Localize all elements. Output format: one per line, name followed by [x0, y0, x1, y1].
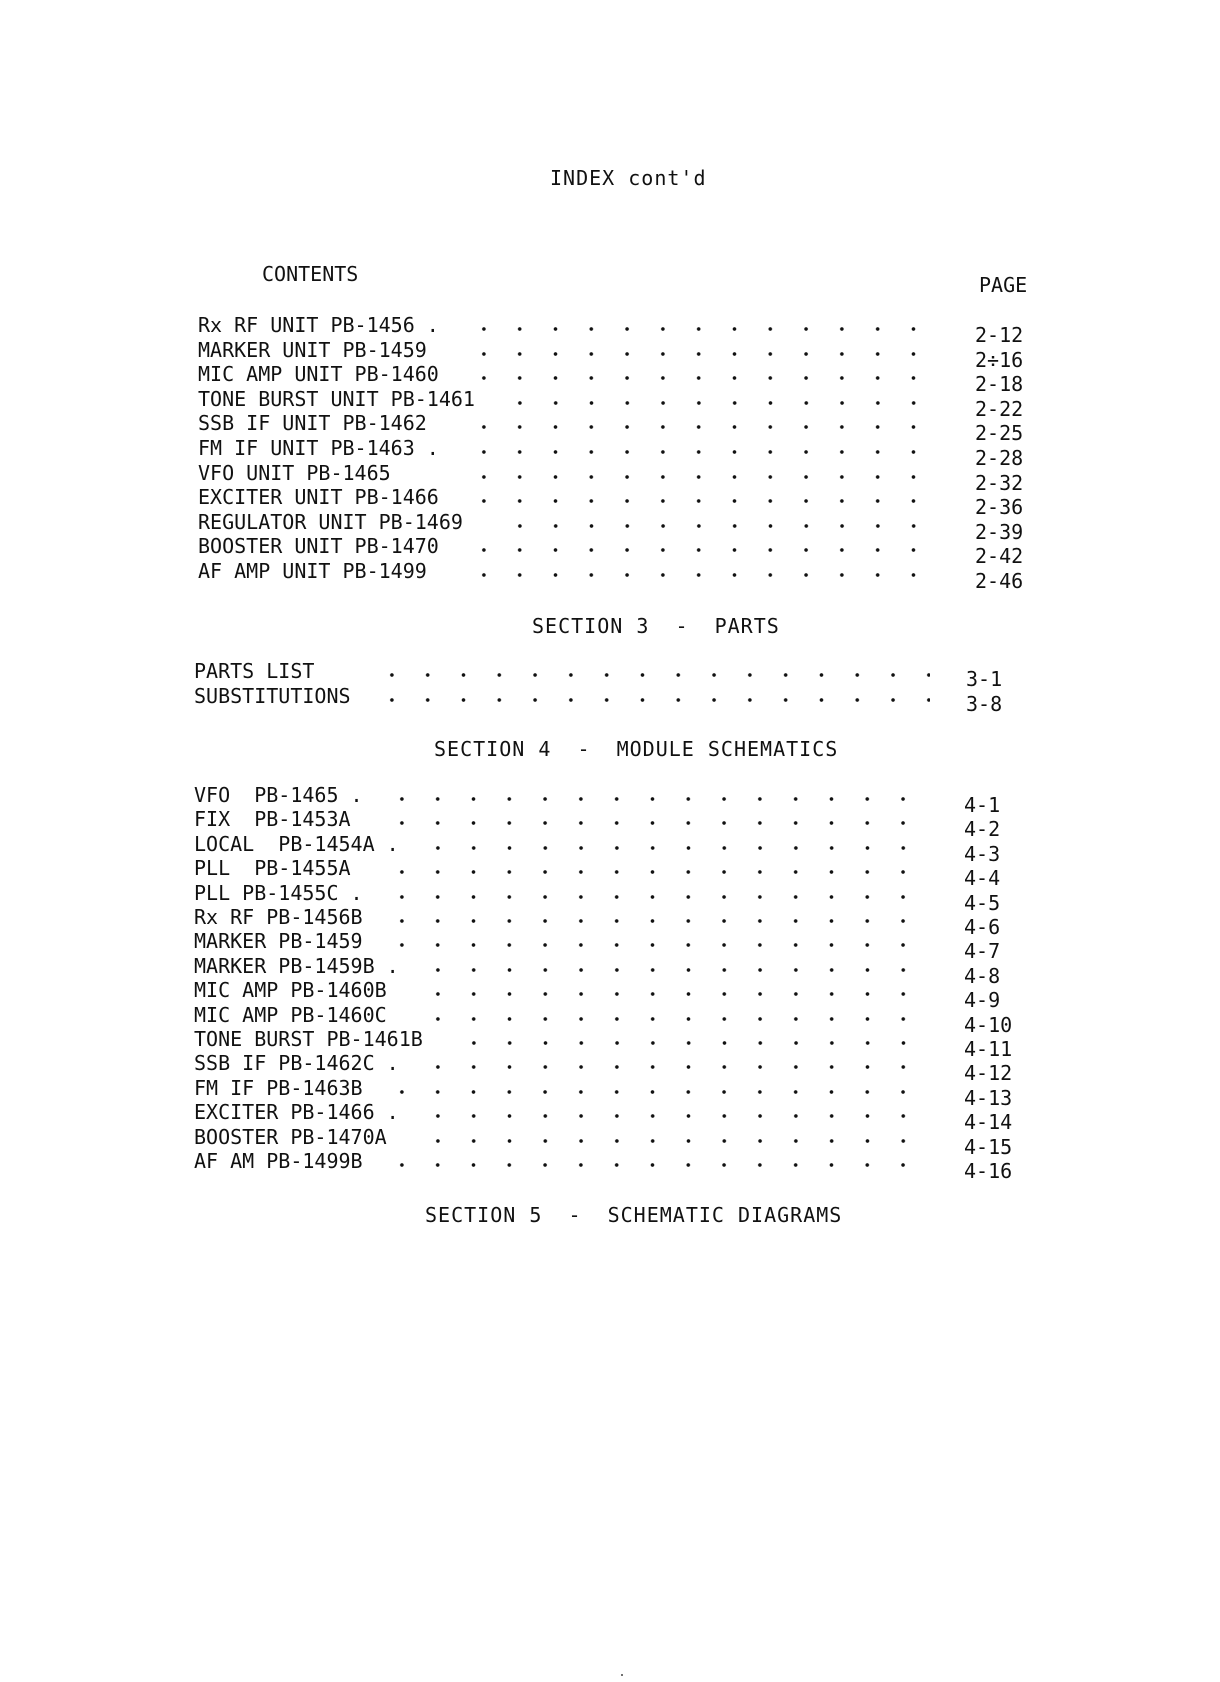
dot-leader	[502, 401, 935, 405]
toc-entry	[198, 411, 1055, 446]
toc-entry-label: BOOSTER UNIT PB-1470	[198, 534, 439, 559]
toc-entry	[194, 1075, 1048, 1110]
dot-leader	[420, 1114, 928, 1118]
toc-entry-label: VFO UNIT PB-1465	[198, 460, 391, 485]
section-4-heading: SECTION 4 - MODULE SCHEMATICS	[434, 737, 839, 761]
dot-leader	[374, 673, 930, 677]
toc-entry	[194, 1100, 1048, 1135]
dot-leader	[420, 1017, 928, 1021]
toc-entry-page: 2-42	[975, 544, 1024, 569]
dot-leader	[384, 919, 928, 923]
toc-entry-label: PARTS LIST	[194, 659, 315, 683]
toc-entry-label: FIX PB-1453A	[194, 807, 351, 832]
toc-entry-label: FM IF PB-1463B	[194, 1075, 363, 1100]
toc-entry-label: REGULATOR UNIT PB-1469	[198, 509, 463, 534]
dot-leader	[374, 698, 930, 702]
toc-entry	[198, 386, 1055, 421]
dot-leader	[384, 797, 928, 801]
toc-entry	[198, 534, 1055, 569]
toc-entry	[194, 1124, 1048, 1159]
toc-entry-label: PLL PB-1455A	[194, 856, 351, 881]
dot-leader	[420, 1065, 928, 1069]
toc-entry	[198, 485, 1055, 520]
toc-entry-page: 4-11	[964, 1037, 1013, 1061]
toc-entry	[194, 1149, 1048, 1183]
dot-leader	[466, 450, 935, 454]
toc-entry-label: FM IF UNIT PB-1463 .	[198, 436, 439, 460]
toc-entry-label: VFO PB-1465 .	[194, 783, 363, 807]
dot-leader	[420, 992, 928, 996]
page-column-header: PAGE	[979, 273, 1028, 297]
dot-leader	[384, 870, 928, 874]
toc-entry-page: 2-25	[975, 421, 1024, 446]
toc-entry	[194, 880, 1048, 915]
toc-entry-label: Rx RF UNIT PB-1456 .	[198, 313, 439, 337]
toc-entry-page: 4-9	[964, 988, 1001, 1013]
toc-entry-page: 2-32	[975, 470, 1024, 495]
toc-entry-label: MIC AMP UNIT PB-1460	[198, 362, 439, 387]
toc-entry-label: EXCITER PB-1466 .	[194, 1100, 399, 1125]
toc-entry-page: 2-39	[975, 519, 1024, 544]
toc-entry-page: 2÷16	[975, 347, 1024, 372]
toc-entry-label: TONE BURST PB-1461B	[194, 1027, 423, 1051]
toc-entry-label: AF AM PB-1499B	[194, 1149, 363, 1173]
dot-leader	[420, 1139, 928, 1143]
page-title: INDEX cont'd	[550, 166, 707, 190]
toc-entry-label: MIC AMP PB-1460B	[194, 978, 387, 1003]
dot-leader	[466, 425, 935, 429]
dot-leader	[384, 1163, 928, 1167]
toc-entry	[198, 559, 1055, 593]
toc-entry-label: MARKER UNIT PB-1459	[198, 337, 427, 362]
toc-entry-page: 3-8	[966, 691, 1003, 716]
toc-entry	[194, 929, 1048, 964]
toc-entry-page: 4-13	[964, 1085, 1013, 1110]
toc-entry-label: MIC AMP PB-1460C	[194, 1002, 387, 1027]
toc-entry	[198, 362, 1055, 397]
toc-entry-label: EXCITER UNIT PB-1466	[198, 485, 439, 510]
toc-entry-page: 4-10	[964, 1012, 1013, 1037]
toc-entry-page: 4-15	[964, 1134, 1013, 1159]
dot-leader	[466, 475, 935, 479]
toc-entry-label: PLL PB-1455C .	[194, 880, 363, 905]
toc-entry-page: 2-18	[975, 372, 1024, 397]
dot-leader	[502, 524, 935, 528]
toc-entry	[198, 337, 1055, 372]
toc-entry	[194, 905, 1048, 939]
dot-leader	[384, 895, 928, 899]
toc-entry	[198, 313, 1055, 347]
toc-entry	[194, 683, 1050, 716]
toc-entry	[194, 659, 1050, 691]
toc-entry-page: 2-36	[975, 495, 1024, 520]
toc-entry-page: 2-12	[975, 323, 1024, 347]
dot-leader	[466, 352, 935, 356]
toc-entry-page: 4-6	[964, 915, 1001, 939]
dot-leader	[466, 548, 935, 552]
dot-leader	[466, 327, 935, 331]
toc-entry-label: Rx RF PB-1456B	[194, 905, 363, 929]
dot-leader	[466, 573, 935, 577]
toc-entry-page: 4-12	[964, 1061, 1013, 1086]
toc-entry-label: SSB IF UNIT PB-1462	[198, 411, 427, 436]
dot-leader	[456, 1041, 928, 1045]
dot-leader	[384, 943, 928, 947]
toc-entry-page: 2-22	[975, 396, 1024, 421]
toc-entry-label: BOOSTER PB-1470A	[194, 1124, 387, 1149]
toc-entry	[198, 436, 1055, 470]
dot-leader	[384, 1090, 928, 1094]
toc-entry-label: MARKER PB-1459B .	[194, 953, 399, 978]
dot-leader	[420, 846, 928, 850]
toc-entry-label: MARKER PB-1459	[194, 929, 363, 954]
toc-entry	[194, 1051, 1048, 1086]
toc-entry	[194, 978, 1048, 1013]
scan-speck	[621, 1674, 623, 1676]
toc-entry-label: TONE BURST UNIT PB-1461	[198, 386, 475, 411]
toc-entry	[194, 783, 1048, 817]
toc-entry-page: 4-8	[964, 963, 1001, 988]
dot-leader	[384, 821, 928, 825]
dot-leader	[466, 499, 935, 503]
toc-entry-page: 3-1	[966, 667, 1003, 691]
toc-entry-label: AF AMP UNIT PB-1499	[198, 559, 427, 583]
toc-entry	[194, 831, 1048, 866]
toc-entry-label: SUBSTITUTIONS	[194, 683, 351, 708]
toc-entry-page: 4-2	[964, 817, 1001, 842]
toc-entry-page: 4-7	[964, 939, 1001, 964]
toc-entry-page: 4-16	[964, 1159, 1013, 1183]
section-3-heading: SECTION 3 - PARTS	[532, 614, 780, 638]
toc-entry-page: 4-1	[964, 793, 1001, 817]
dot-leader	[420, 968, 928, 972]
toc-entry	[194, 807, 1048, 842]
section-5-heading: SECTION 5 - SCHEMATIC DIAGRAMS	[425, 1203, 843, 1227]
toc-entry-page: 4-14	[964, 1110, 1013, 1135]
toc-entry-page: 4-5	[964, 890, 1001, 915]
toc-entry-label: LOCAL PB-1454A .	[194, 831, 399, 856]
toc-entry-page: 4-3	[964, 841, 1001, 866]
toc-entry-page: 2-46	[975, 569, 1024, 593]
toc-entry-page: 4-4	[964, 866, 1001, 891]
toc-entry	[194, 856, 1048, 891]
toc-entry-page: 2-28	[975, 446, 1024, 470]
toc-entry-label: SSB IF PB-1462C .	[194, 1051, 399, 1076]
toc-entry	[194, 953, 1048, 988]
contents-header: CONTENTS	[262, 262, 359, 286]
toc-entry	[198, 509, 1055, 544]
toc-entry	[194, 1027, 1048, 1061]
toc-entry	[198, 460, 1055, 495]
toc-entry	[194, 1002, 1048, 1037]
dot-leader	[466, 376, 935, 380]
